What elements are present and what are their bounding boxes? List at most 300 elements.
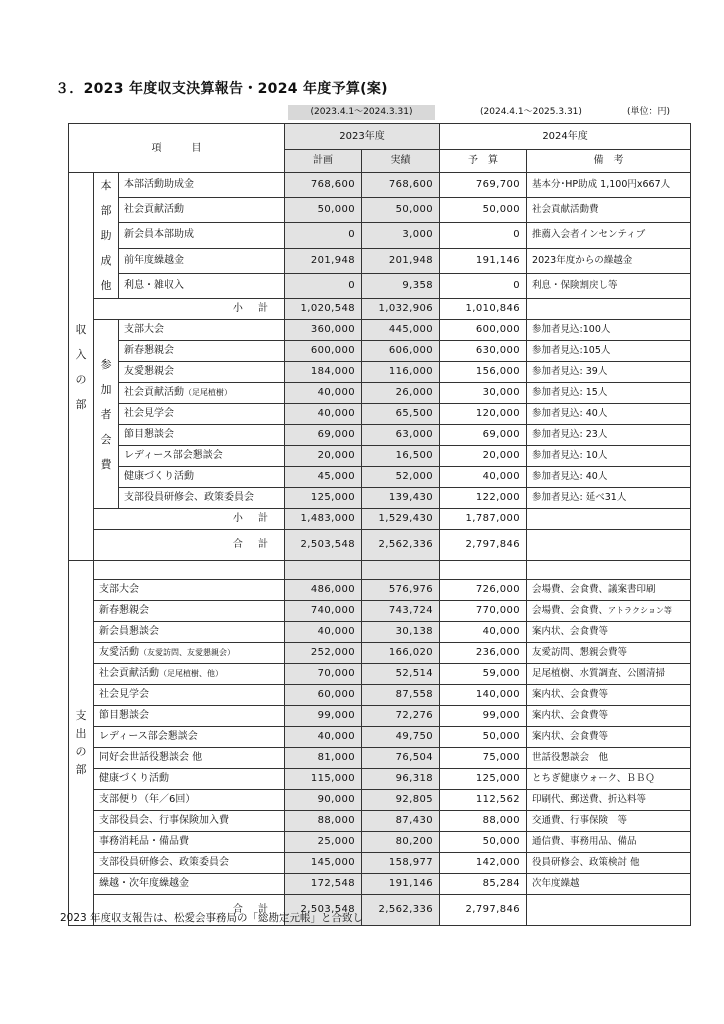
honbu-group-label-char: 助 xyxy=(100,229,112,242)
actual-cell: 80,200 xyxy=(362,832,440,853)
remarks-text: 参加者見込: 延べ31人 xyxy=(532,492,627,503)
plan-cell: 90,000 xyxy=(285,790,362,811)
plan-cell: 172,548 xyxy=(285,874,362,895)
item-cell xyxy=(119,273,285,298)
item-cell xyxy=(119,173,285,198)
period-2024: (2024.4.1～2025.3.31) xyxy=(480,107,582,117)
actual-cell: 87,430 xyxy=(362,811,440,832)
header-plan: 計画 xyxy=(285,150,362,173)
unit-label: (単位：円) xyxy=(627,107,671,117)
item-cell xyxy=(94,685,285,706)
plan-cell: 184,000 xyxy=(285,362,362,383)
item-label: 繰越・次年度繰越金 xyxy=(99,878,189,889)
item-note: （足尾植樹） xyxy=(184,388,232,397)
header-actual: 実績 xyxy=(362,150,440,173)
actual-cell: 52,514 xyxy=(362,664,440,685)
item-label: レディース部会懇談会 xyxy=(124,450,223,461)
total-label: 合 計 xyxy=(94,530,285,561)
item-label: 支部便り（年／6回） xyxy=(99,794,196,805)
remarks-cell xyxy=(527,509,691,530)
income-section-label-char: の xyxy=(75,372,87,386)
budget-cell: 236,000 xyxy=(440,643,527,664)
budget-cell: 1,787,000 xyxy=(440,509,527,530)
table-row xyxy=(69,425,691,446)
remarks-text: 印刷代、郵送費、折込料等 xyxy=(532,794,647,805)
budget-cell: 75,000 xyxy=(440,748,527,769)
item-label: 支部役員会、行事保険加入費 xyxy=(99,815,229,826)
remarks-text: 参加者見込: 40人 xyxy=(532,408,608,419)
item-label: 社会貢献活動 xyxy=(124,204,184,216)
item-label: レディース部会懇談会 xyxy=(99,731,198,742)
budget-cell: 600,000 xyxy=(440,320,527,341)
item-label: 前年度繰越金 xyxy=(124,254,184,266)
remarks-cell xyxy=(527,769,691,790)
item-label: 社会貢献活動 xyxy=(99,668,159,679)
actual-cell: 50,000 xyxy=(362,198,440,223)
remarks-cell xyxy=(527,622,691,643)
subtotal-row xyxy=(69,299,691,320)
plan-cell: 0 xyxy=(285,273,362,298)
remarks-cell xyxy=(527,748,691,769)
remarks-small: アトラクション等 xyxy=(608,606,672,615)
budget-cell: 140,000 xyxy=(440,685,527,706)
plan-cell: 45,000 xyxy=(285,467,362,488)
subtotal-label: 小 計 xyxy=(94,299,285,320)
budget-cell: 85,284 xyxy=(440,874,527,895)
income-section-label-char: 入 xyxy=(75,347,87,361)
table-row xyxy=(69,223,691,248)
remarks-text: 参加者見込: 39人 xyxy=(532,366,608,377)
plan-cell: 70,000 xyxy=(285,664,362,685)
header-2024: 2024年度 xyxy=(440,124,691,150)
item-label: 社会貢献活動 xyxy=(124,387,184,398)
remarks-cell xyxy=(527,488,691,509)
remarks-cell xyxy=(527,643,691,664)
remarks-text: 交通費、行事保険 等 xyxy=(532,815,628,826)
budget-cell: 0 xyxy=(440,223,527,248)
item-label: 健康づくり活動 xyxy=(99,773,169,784)
plan-cell: 145,000 xyxy=(285,853,362,874)
item-label: 節目懇談会 xyxy=(99,710,149,721)
expense-section-label-char: 支 xyxy=(75,709,87,722)
budget-cell: 40,000 xyxy=(440,467,527,488)
remarks-text: 2023年度からの繰越金 xyxy=(532,254,633,266)
item-cell xyxy=(94,664,285,685)
actual-cell: 92,805 xyxy=(362,790,440,811)
remarks-cell xyxy=(527,383,691,404)
table-row xyxy=(69,341,691,362)
budget-cell: 156,000 xyxy=(440,362,527,383)
header-row-1 xyxy=(69,124,691,150)
table-row xyxy=(69,273,691,298)
item-cell xyxy=(119,488,285,509)
budget-cell: 770,000 xyxy=(440,601,527,622)
actual-cell: 158,977 xyxy=(362,853,440,874)
actual-cell: 49,750 xyxy=(362,727,440,748)
item-label: 支部大会 xyxy=(99,584,139,595)
table-row xyxy=(69,383,691,404)
remarks-cell xyxy=(527,273,691,298)
plan-cell: 0 xyxy=(285,223,362,248)
plan-cell: 1,020,548 xyxy=(285,299,362,320)
actual-cell: 26,000 xyxy=(362,383,440,404)
remarks-cell xyxy=(527,404,691,425)
plan-cell: 40,000 xyxy=(285,727,362,748)
item-cell xyxy=(94,769,285,790)
table-row xyxy=(69,580,691,601)
sanka-group-label-char: 参 xyxy=(100,357,112,371)
budget-cell: 20,000 xyxy=(440,446,527,467)
remarks-text: 利息・保険割戻し等 xyxy=(532,279,618,291)
item-cell xyxy=(94,832,285,853)
header-remarks: 備 考 xyxy=(527,150,691,173)
item-label: 事務消耗品・備品費 xyxy=(99,836,189,847)
actual-cell: 3,000 xyxy=(362,223,440,248)
item-cell xyxy=(119,446,285,467)
plan-cell: 2,503,548 xyxy=(285,530,362,561)
budget-cell: 122,000 xyxy=(440,488,527,509)
budget-cell: 2,797,846 xyxy=(440,530,527,561)
item-cell xyxy=(94,748,285,769)
item-cell xyxy=(94,874,285,895)
plan-cell: 600,000 xyxy=(285,341,362,362)
remarks-cell xyxy=(527,198,691,223)
total-row xyxy=(69,530,691,561)
item-note: （足尾植樹、他） xyxy=(159,669,223,678)
plan-cell: 40,000 xyxy=(285,622,362,643)
table-row xyxy=(69,685,691,706)
remarks-cell xyxy=(527,685,691,706)
remarks-text: 基本分･HP助成 1,100円x667人 xyxy=(532,179,671,191)
item-cell xyxy=(119,223,285,248)
remarks-text: 案内状、会食費等 xyxy=(532,689,609,700)
budget-cell: 30,000 xyxy=(440,383,527,404)
budget-cell: 69,000 xyxy=(440,425,527,446)
remarks-text: 参加者見込:105人 xyxy=(532,345,611,356)
item-cell xyxy=(94,811,285,832)
actual-cell: 1,529,430 xyxy=(362,509,440,530)
remarks-cell xyxy=(527,580,691,601)
remarks-text: 足尾植樹、水質調査、公園清掃 xyxy=(532,668,666,679)
table-row xyxy=(69,601,691,622)
item-cell xyxy=(94,727,285,748)
item-label: 利息・雑収入 xyxy=(124,279,184,291)
budget-cell: 769,700 xyxy=(440,173,527,198)
item-cell xyxy=(119,467,285,488)
remarks-text: 社会貢献活動費 xyxy=(532,204,599,216)
period-2023: (2023.4.1～2024.3.31) xyxy=(288,105,435,120)
item-label: 友愛活動 xyxy=(99,647,139,658)
plan-cell: 88,000 xyxy=(285,811,362,832)
actual-cell: 65,500 xyxy=(362,404,440,425)
item-cell xyxy=(119,248,285,273)
blank-cell xyxy=(362,561,440,580)
remarks-text: とちぎ健康ウォーク、ＢＢＱ xyxy=(532,773,655,784)
item-cell xyxy=(94,580,285,601)
remarks-cell xyxy=(527,895,691,926)
table-row xyxy=(69,446,691,467)
table-row xyxy=(69,643,691,664)
table-row xyxy=(69,622,691,643)
budget-cell: 630,000 xyxy=(440,341,527,362)
plan-cell: 40,000 xyxy=(285,404,362,425)
plan-cell: 740,000 xyxy=(285,601,362,622)
remarks-cell xyxy=(527,320,691,341)
sanka-group-label-char: 費 xyxy=(100,457,112,471)
budget-table xyxy=(68,123,691,926)
income-section-label-char: 収 xyxy=(75,322,87,336)
actual-cell: 72,276 xyxy=(362,706,440,727)
remarks-text: 参加者見込: 40人 xyxy=(532,471,608,482)
honbu-group-label-char: 成 xyxy=(100,254,112,267)
table-row xyxy=(69,811,691,832)
remarks-text: 参加者見込: 23人 xyxy=(532,429,608,440)
table-row xyxy=(69,727,691,748)
remarks-text: 参加者見込: 10人 xyxy=(532,450,608,461)
actual-cell: 116,000 xyxy=(362,362,440,383)
actual-cell: 743,724 xyxy=(362,601,440,622)
item-label: 支部役員研修会、政策委員会 xyxy=(124,492,254,503)
expense-section-label-char: 部 xyxy=(75,763,87,776)
item-cell xyxy=(119,425,285,446)
actual-cell: 445,000 xyxy=(362,320,440,341)
remarks-text: 会場費、会食費、議案書印刷 xyxy=(532,584,656,595)
plan-cell: 25,000 xyxy=(285,832,362,853)
budget-cell: 726,000 xyxy=(440,580,527,601)
table-row xyxy=(69,173,691,198)
plan-cell: 252,000 xyxy=(285,643,362,664)
budget-cell: 1,010,846 xyxy=(440,299,527,320)
blank-cell xyxy=(527,561,691,580)
budget-cell: 99,000 xyxy=(440,706,527,727)
page-title: ３．2023 年度収支決算報告・2024 年度予算(案) xyxy=(55,81,388,97)
expense-section-label xyxy=(69,561,94,926)
plan-cell: 69,000 xyxy=(285,425,362,446)
actual-cell: 52,000 xyxy=(362,467,440,488)
header-item: 項 目 xyxy=(69,124,285,173)
item-label: 同好会世話役懇談会 他 xyxy=(99,752,203,763)
item-label: 新春懇親会 xyxy=(124,345,174,356)
blank-row xyxy=(69,561,691,580)
item-label: 節目懇談会 xyxy=(124,429,174,440)
remarks-cell xyxy=(527,601,691,622)
item-label: 新会員本部助成 xyxy=(124,229,194,241)
item-label: 支部役員研修会、政策委員会 xyxy=(99,857,229,868)
remarks-text: 通信費、事務用品、備品 xyxy=(532,836,637,847)
remarks-text: 友愛訪問、懇親会費等 xyxy=(532,647,628,658)
item-label: 本部活動助成金 xyxy=(124,179,194,191)
table-row xyxy=(69,404,691,425)
item-label: 友愛懇親会 xyxy=(124,366,174,377)
budget-cell: 40,000 xyxy=(440,622,527,643)
sanka-group-label xyxy=(94,320,119,509)
honbu-group-label-char: 他 xyxy=(100,279,112,292)
actual-cell: 201,948 xyxy=(362,248,440,273)
header-2023: 2023年度 xyxy=(285,124,440,150)
total-label: 合 計 xyxy=(94,895,285,926)
remarks-cell xyxy=(527,173,691,198)
table-row xyxy=(69,362,691,383)
budget-cell: 50,000 xyxy=(440,832,527,853)
subtotal-label: 小 計 xyxy=(94,509,285,530)
actual-cell: 63,000 xyxy=(362,425,440,446)
actual-cell: 166,020 xyxy=(362,643,440,664)
budget-cell: 50,000 xyxy=(440,198,527,223)
remarks-text: 役員研修会、政策検討 他 xyxy=(532,857,640,868)
item-label: 支部大会 xyxy=(124,324,164,335)
expense-section-label-char: 出 xyxy=(75,727,87,740)
plan-cell: 486,000 xyxy=(285,580,362,601)
item-cell xyxy=(119,404,285,425)
remarks-cell xyxy=(527,299,691,320)
remarks-cell xyxy=(527,727,691,748)
blank-cell xyxy=(94,561,285,580)
table-row xyxy=(69,748,691,769)
budget-cell: 0 xyxy=(440,273,527,298)
table-row xyxy=(69,320,691,341)
remarks-cell xyxy=(527,664,691,685)
plan-cell: 60,000 xyxy=(285,685,362,706)
actual-cell: 9,358 xyxy=(362,273,440,298)
actual-cell: 87,558 xyxy=(362,685,440,706)
item-label: 社会見学会 xyxy=(99,689,149,700)
remarks-cell xyxy=(527,223,691,248)
table-row xyxy=(69,467,691,488)
table-row xyxy=(69,488,691,509)
table-row xyxy=(69,790,691,811)
actual-cell: 30,138 xyxy=(362,622,440,643)
plan-cell: 201,948 xyxy=(285,248,362,273)
budget-cell: 88,000 xyxy=(440,811,527,832)
remarks-text: 世話役懇談会 他 xyxy=(532,752,609,763)
remarks-text: 推薦入会者インセンティブ xyxy=(532,229,646,241)
actual-cell: 606,000 xyxy=(362,341,440,362)
item-cell xyxy=(119,198,285,223)
actual-cell: 96,318 xyxy=(362,769,440,790)
remarks-text: 案内状、会食費等 xyxy=(532,626,609,637)
item-note: （友愛訪問、友愛懇親会） xyxy=(139,648,235,657)
item-cell xyxy=(119,383,285,404)
remarks-cell xyxy=(527,446,691,467)
remarks-cell xyxy=(527,362,691,383)
item-cell xyxy=(94,622,285,643)
item-label: 新会員懇談会 xyxy=(99,626,159,637)
plan-cell: 20,000 xyxy=(285,446,362,467)
remarks-cell xyxy=(527,832,691,853)
item-cell xyxy=(94,790,285,811)
plan-cell: 40,000 xyxy=(285,383,362,404)
actual-cell: 139,430 xyxy=(362,488,440,509)
sanka-group-label-char: 者 xyxy=(100,407,112,421)
budget-cell: 2,797,846 xyxy=(440,895,527,926)
table-row xyxy=(69,198,691,223)
actual-cell: 191,146 xyxy=(362,874,440,895)
remarks-cell xyxy=(527,811,691,832)
budget-cell: 191,146 xyxy=(440,248,527,273)
income-section-label-char: 部 xyxy=(75,397,87,411)
plan-cell: 99,000 xyxy=(285,706,362,727)
remarks-cell xyxy=(527,853,691,874)
item-cell xyxy=(119,320,285,341)
actual-cell: 76,504 xyxy=(362,748,440,769)
item-cell xyxy=(94,601,285,622)
actual-cell: 1,032,906 xyxy=(362,299,440,320)
remarks-text: 案内状、会食費等 xyxy=(532,731,609,742)
plan-cell: 2,503,548 xyxy=(285,895,362,926)
remarks-cell xyxy=(527,790,691,811)
remarks-text: 参加者見込: 15人 xyxy=(532,387,608,398)
budget-cell: 125,000 xyxy=(440,769,527,790)
table-row xyxy=(69,853,691,874)
actual-cell: 16,500 xyxy=(362,446,440,467)
remarks-cell xyxy=(527,341,691,362)
item-cell xyxy=(94,643,285,664)
table-row xyxy=(69,769,691,790)
remarks-cell xyxy=(527,530,691,561)
item-label: 健康づくり活動 xyxy=(124,471,194,482)
plan-cell: 360,000 xyxy=(285,320,362,341)
sanka-group-label-char: 会 xyxy=(100,432,112,446)
budget-cell: 120,000 xyxy=(440,404,527,425)
budget-cell: 112,562 xyxy=(440,790,527,811)
remarks-cell xyxy=(527,425,691,446)
header-budget: 予 算 xyxy=(440,150,527,173)
item-cell xyxy=(94,706,285,727)
remarks-cell xyxy=(527,248,691,273)
blank-cell xyxy=(440,561,527,580)
table-row xyxy=(69,706,691,727)
item-cell xyxy=(94,853,285,874)
honbu-group-label-char: 本 xyxy=(100,179,112,192)
remarks-text: 会場費、会食費、 xyxy=(532,605,609,616)
remarks-cell xyxy=(527,874,691,895)
income-section-label xyxy=(69,173,94,561)
subtotal-row xyxy=(69,509,691,530)
plan-cell: 1,483,000 xyxy=(285,509,362,530)
budget-cell: 50,000 xyxy=(440,727,527,748)
blank-cell xyxy=(285,561,362,580)
table-row xyxy=(69,248,691,273)
plan-cell: 115,000 xyxy=(285,769,362,790)
table-row xyxy=(69,664,691,685)
plan-cell: 768,600 xyxy=(285,173,362,198)
remarks-cell xyxy=(527,706,691,727)
footnote: 2023 年度収支報告は、松愛会事務局の「総勘定元帳」と合致し xyxy=(60,912,364,924)
table-row xyxy=(69,874,691,895)
remarks-text: 案内状、会食費等 xyxy=(532,710,609,721)
remarks-cell xyxy=(527,467,691,488)
actual-cell: 2,562,336 xyxy=(362,895,440,926)
item-label: 新春懇親会 xyxy=(99,605,149,616)
budget-cell: 142,000 xyxy=(440,853,527,874)
honbu-group-label-char: 部 xyxy=(100,204,112,217)
actual-cell: 2,562,336 xyxy=(362,530,440,561)
actual-cell: 768,600 xyxy=(362,173,440,198)
actual-cell: 576,976 xyxy=(362,580,440,601)
item-cell xyxy=(119,362,285,383)
budget-cell: 59,000 xyxy=(440,664,527,685)
remarks-text: 参加者見込:100人 xyxy=(532,324,611,335)
sanka-group-label-char: 加 xyxy=(100,382,112,396)
plan-cell: 50,000 xyxy=(285,198,362,223)
honbu-group-label xyxy=(94,173,119,299)
remarks-text: 次年度繰越 xyxy=(532,878,580,889)
table-row xyxy=(69,832,691,853)
plan-cell: 81,000 xyxy=(285,748,362,769)
plan-cell: 125,000 xyxy=(285,488,362,509)
item-label: 社会見学会 xyxy=(124,408,174,419)
expense-section-label-char: の xyxy=(75,745,87,758)
